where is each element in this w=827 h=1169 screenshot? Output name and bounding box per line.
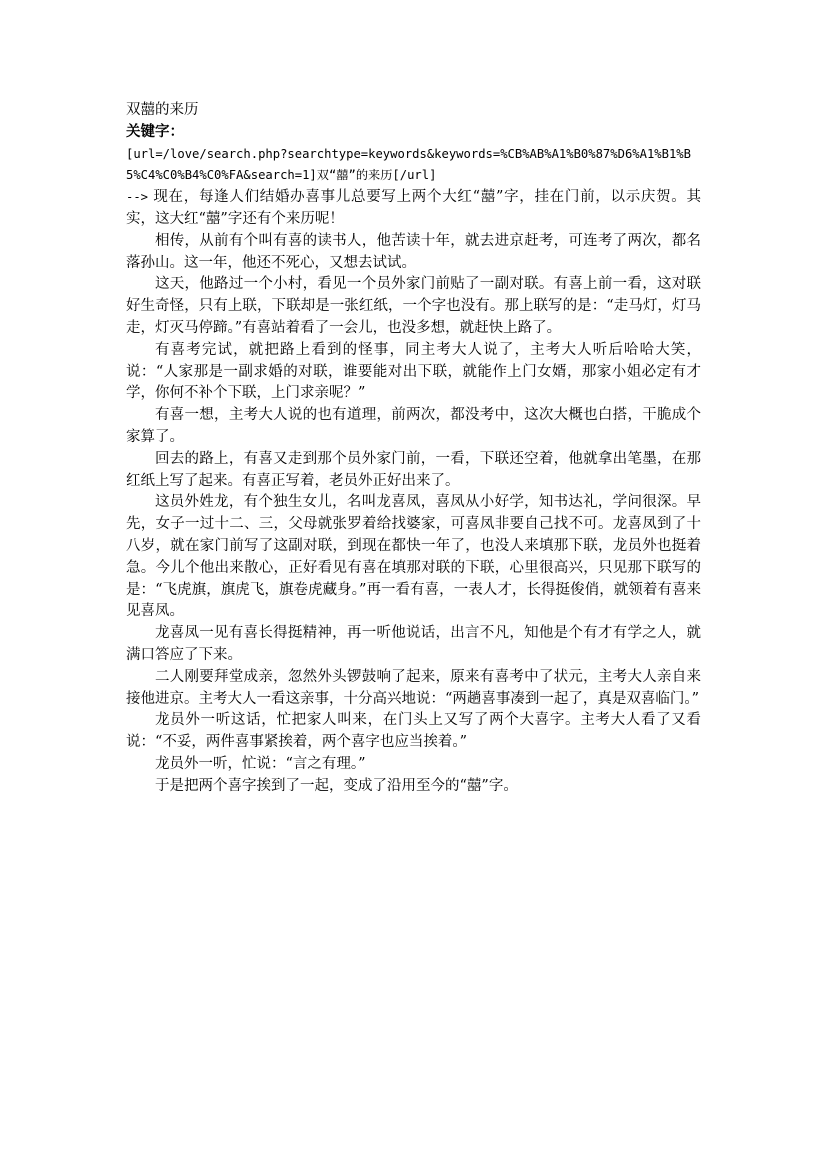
paragraph-intro xyxy=(126,187,701,231)
paragraph: 于是把两个喜字挨到了一起，变成了沿用至今的“囍”字。 xyxy=(155,777,518,794)
keyword-url-line xyxy=(126,144,701,188)
article-title: 双囍的来历 xyxy=(126,102,199,118)
paragraph: 有喜一想，主考大人说的也有道理，前两次，都没考中，这次大概也白搭，干脆成个家算了。 xyxy=(126,407,701,445)
paragraph: 龙喜凤一见有喜长得挺精神，再一听他说话，出言不凡，知他是个有才有学之人，就满口答应了下来。 xyxy=(126,625,701,663)
url-close-tag: [/url] xyxy=(392,168,437,183)
paragraph: 龙员外一听，忙说：“言之有理。” xyxy=(155,755,366,772)
paragraph: 二人刚要拜堂成亲，忽然外头锣鼓响了起来，原来有喜考中了状元，主考大人亲自来接他进京。主考大人一看这亲事，十分高兴地说：“两趟喜事凑到一起了，真是双喜临门。” xyxy=(126,668,701,707)
paragraph: 相传，从前有个叫有喜的读书人，他苦读十年，就去进京赶考，可连考了两次，都名落孙山。这一年，他还不死心，又想去试试。 xyxy=(126,232,701,271)
paragraph: 回去的路上，有喜又走到那个员外家门前，一看，下联还空着，他就拿出笔墨，在那红纸上写了起来。有喜正写着，老员外正好出来了。 xyxy=(126,450,701,489)
paragraph: 这员外姓龙，有个独生女儿，名叫龙喜凤，喜凤从小好学，知书达礼，学问很深。早先，女子一过十二、三，父母就张罗着给找婆家，可喜凤非要自己找不可。龙喜凤到了十八岁，就在家门前写了这副对联，到现在都快一年了，也没人来填那下联，龙员外也挺着急。今儿个他出来散心，正好看见有喜在填那对联的下联，心里很高兴，只见那下联写的是：“飞虎旗，旗虎飞，旗卷虎藏身。”再一看有喜，一表人才，长得挺俊俏，就领着有喜来见喜凤。 xyxy=(126,494,701,620)
url-link-label: 双“囍”的来历 xyxy=(316,168,393,183)
arrow-marker: --> xyxy=(126,190,149,205)
url-open-tag: [url=/love/search.php?searchtype=keywords&keywords=%CB%AB%A1%B0%87%D6%A1%B1%B5%C4%C0%B4%C0%FA&search=1] xyxy=(126,146,691,183)
keywords-label: 关键字： xyxy=(126,123,184,140)
paragraph: 龙员外一听这话，忙把家人叫来，在门头上又写了两个大喜字。主考大人看了又看说：“不妥，两件喜事紧挨着，两个喜字也应当挨着。” xyxy=(126,712,701,751)
paragraph: 这天，他路过一个小村，看见一个员外家门前贴了一副对联。有喜上前一看，这对联好生奇怪，只有上联，下联却是一张红纸，一个字也没有。那上联写的是：“走马灯，灯马走，灯灭马停蹄。”有喜站着看了一会儿，也没多想，就赶快上路了。 xyxy=(126,276,701,336)
paragraph: 有喜考完试，就把路上看到的怪事，同主考大人说了，主考大人听后哈哈大笑，说：“人家那是一副求婚的对联，谁要能对出下联，就能作上门女婿，那家小姐必定有才学，你何不补个下联，上门求亲呢？” xyxy=(126,341,701,402)
paragraph-text: 现在，每逢人们结婚办喜事儿总要写上两个大红“囍”字，挂在门前，以示庆贺。其实，这大红“囍”字还有个来历呢！ xyxy=(126,189,702,227)
article xyxy=(126,100,701,798)
